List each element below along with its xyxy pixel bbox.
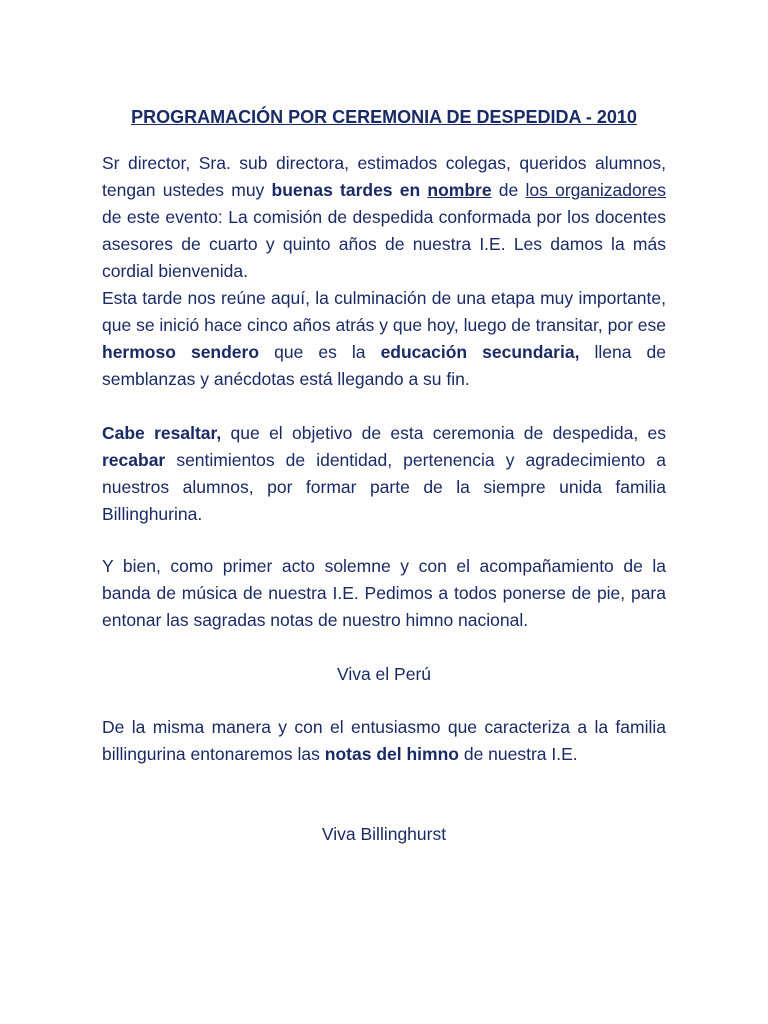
text-run: De la misma manera y con el entusiasmo que caracteriza a la familia billingurina entonaremos las (102, 717, 666, 764)
bold-run: educación secundaria, (380, 342, 580, 362)
paragraph-objective (102, 420, 666, 528)
document-title: PROGRAMACIÓN POR CEREMONIA DE DESPEDIDA - 2010 (131, 107, 637, 127)
paragraph-culmination (102, 285, 666, 393)
bold-run: notas del himno (324, 744, 459, 764)
text-run: Esta tarde nos reúne aquí, la culminación de una etapa muy importante, que se inició hace cinco años atrás y que hoy, luego de transitar, por ese (102, 288, 666, 335)
bold-run: recabar (102, 450, 166, 470)
text-run: llena de semblanzas y anécdotas está llegando a su fin. (102, 342, 666, 389)
text-run: que es la (259, 342, 381, 362)
bold-run: buenas tardes en (271, 180, 428, 200)
text-run: Sr director, Sra. sub directora, estimados colegas, queridos alumnos, tengan ustedes muy (102, 153, 666, 200)
underlined-run: los organizadores (525, 180, 666, 200)
bold-run: Cabe resaltar, (102, 423, 222, 443)
text-run: de nuestra I.E. (458, 744, 578, 764)
paragraph-greeting (102, 150, 666, 285)
text-run: Y bien, como primer acto solemne y con el acompañamiento de la banda de música de nuestra I.E. Pedimos a todos ponerse de pie, para entonar las sagradas notas de nuestro himno nacional. (102, 556, 666, 630)
cheer-viva-peru: Viva el Perú (336, 664, 432, 684)
paragraph-school-anthem (102, 714, 666, 768)
text-run: sentimientos de identidad, pertenencia y agradecimiento a nuestros alumnos, por formar parte de la siempre unida familia Billinghurina. (102, 450, 666, 524)
text-run: de este evento: La comisión de despedida conformada por los docentes asesores de cuarto y quinto años de nuestra I.E. Les damos la más cordial bienvenida. (102, 207, 666, 281)
text-run: de (491, 180, 526, 200)
paragraph-anthem (102, 553, 666, 634)
bold-run: hermoso sendero (102, 342, 260, 362)
cheer-viva-billinghurst: Viva Billinghurst (321, 824, 447, 844)
bold-underlined-run: nombre (427, 180, 492, 200)
text-run: que el objetivo de esta ceremonia de despedida, es (221, 423, 666, 443)
